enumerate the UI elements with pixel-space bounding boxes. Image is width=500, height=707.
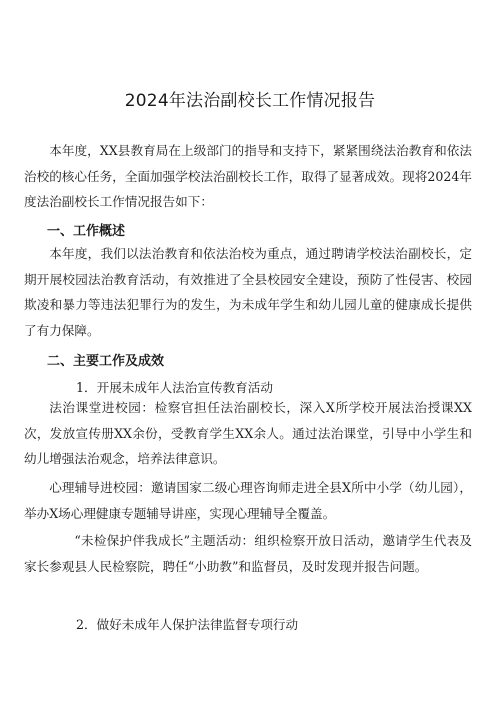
intro-paragraph: 本年度，XX县教育局在上级部门的指导和支持下，紧紧围绕法治教育和依法治校的核心任务，全面加强学校法治副校长工作，取得了显著成效。现将2024年度法治副校长工作情况报告如下： — [24, 143, 472, 209]
subsection-title-1: 1．开展未成年人法治宣传教育活动 — [76, 380, 273, 395]
subsection-title-2: 2．做好未成年人保护法律监督专项行动 — [76, 617, 299, 632]
overview-paragraph: 本年度，我们以法治教育和依法治校为重点，通过聘请学校法治副校长，定期开展校园法治教育活动，有效推进了全县校园安全建设，预防了性侵害、校园欺凌和暴力等违法犯罪行为的发生，为未成年学生和幼儿园儿童的健康成长提供了有力保障。 — [24, 246, 472, 338]
counseling-paragraph: 心理辅导进校园：邀请国家二级心理咨询师走进全县X所中小学（幼儿园），举办X场心理健康专题辅导讲座，实现心理辅导全覆盖。 — [24, 480, 472, 521]
law-class-paragraph: 法治课堂进校园：检察官担任法治副校长，深入X所学校开展法治授课XX次，发放宣传册XX余份，受教育学生XX余人。通过法治课堂，引导中小学生和幼儿增强法治观念，培养法律意识。 — [24, 400, 472, 466]
section-heading-main-work: 二、主要工作及成效 — [47, 354, 165, 369]
section-heading-overview: 一、工作概述 — [47, 224, 126, 239]
theme-activity-paragraph: “未检保护伴我成长”主题活动：组织检察开放日活动，邀请学生代表及家长参观县人民检察院，聘任“小助教”和监督员，及时发现并报告问题。 — [24, 533, 472, 574]
document-title: 2024年法治副校长工作情况报告 — [124, 91, 376, 111]
